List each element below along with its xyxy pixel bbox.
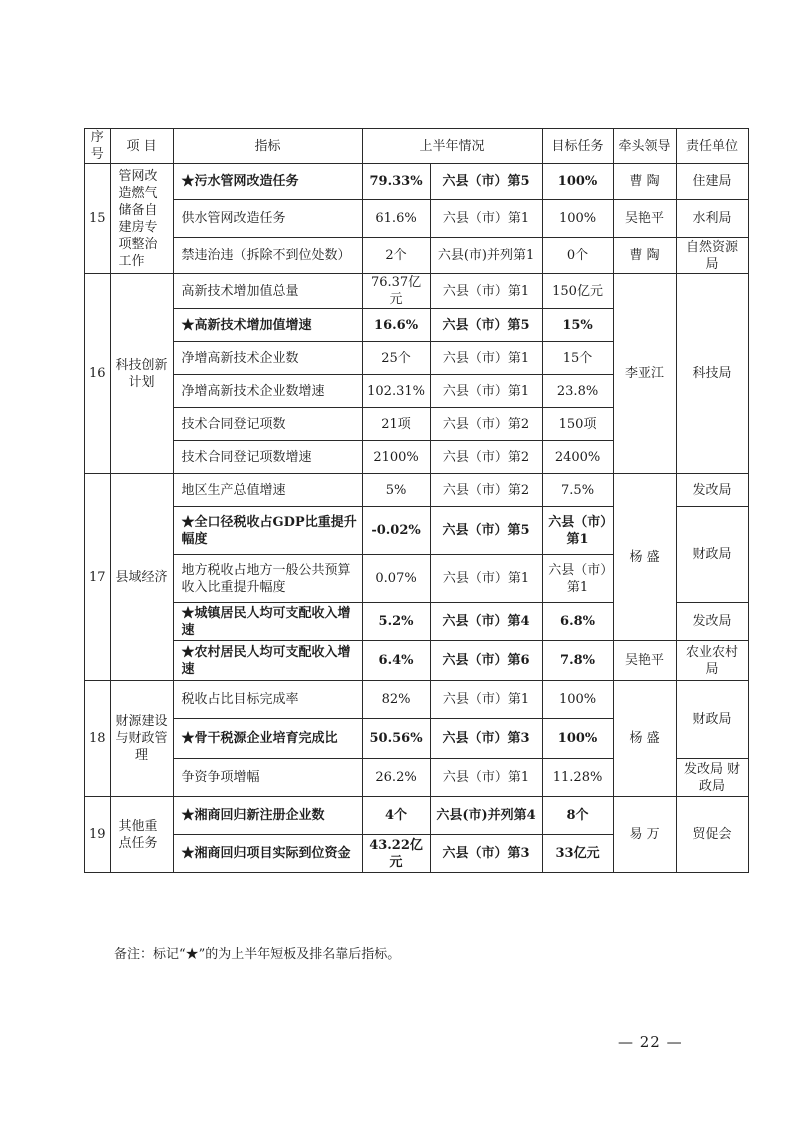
table-cell: 7.5% <box>542 474 613 507</box>
table-cell: 科技创新计划 <box>110 274 173 474</box>
table-cell: ★农村居民人均可支配收入增速 <box>173 641 362 681</box>
table-cell: 100% <box>542 719 613 759</box>
table-cell: 六县（市）第1 <box>430 342 542 375</box>
table-cell: ★湘商回归项目实际到位资金 <box>173 835 362 873</box>
table-cell: 财源建设与财政管理 <box>110 681 173 797</box>
table-row <box>85 797 749 835</box>
table-cell: 六县(市)并列第4 <box>430 797 542 835</box>
header-cell: 目标任务 <box>542 129 613 164</box>
table-cell: 杨 盛 <box>613 681 676 797</box>
table-row <box>85 474 749 507</box>
table-cell: 净增高新技术企业数 <box>173 342 362 375</box>
header-cell: 牵头领导 <box>613 129 676 164</box>
table-cell: 六县（市）第2 <box>430 408 542 441</box>
table-cell: 争资争项增幅 <box>173 759 362 797</box>
table-cell: 税收占比目标完成率 <box>173 681 362 719</box>
table-cell: 六县（市）第2 <box>430 474 542 507</box>
table-cell: 农业农村局 <box>676 641 748 681</box>
table-cell: 50.56% <box>362 719 430 759</box>
table-cell: 21项 <box>362 408 430 441</box>
table-cell: 曹 陶 <box>613 164 676 200</box>
table-cell: 六县（市）第1 <box>430 681 542 719</box>
table-row <box>85 164 749 200</box>
table-cell: 5.2% <box>362 603 430 641</box>
table-row <box>85 274 749 309</box>
table-cell: 0个 <box>542 238 613 274</box>
table-cell: 102.31% <box>362 375 430 408</box>
table-cell: 16.6% <box>362 309 430 342</box>
table-cell: 发改局 <box>676 603 748 641</box>
table-cell: 11.28% <box>542 759 613 797</box>
table-cell: 150项 <box>542 408 613 441</box>
header-cell: 项 目 <box>110 129 173 164</box>
table-cell: 18 <box>85 681 111 797</box>
table-cell: 六县（市）第4 <box>430 603 542 641</box>
table-cell: 43.22亿元 <box>362 835 430 873</box>
table-cell: ★高新技术增加值增速 <box>173 309 362 342</box>
table-cell: 李亚江 <box>613 274 676 474</box>
header-cell: 指标 <box>173 129 362 164</box>
table-cell: 供水管网改造任务 <box>173 200 362 238</box>
table-cell: 2400% <box>542 441 613 474</box>
table-cell: 六县（市）第6 <box>430 641 542 681</box>
table-cell: 地区生产总值增速 <box>173 474 362 507</box>
table-row <box>85 641 749 681</box>
table-cell: 2个 <box>362 238 430 274</box>
table-cell: 净增高新技术企业数增速 <box>173 375 362 408</box>
table-cell: 六县（市）第1 <box>430 200 542 238</box>
table-cell: 100% <box>542 200 613 238</box>
table-cell: 六县（市）第3 <box>430 835 542 873</box>
table-cell: 76.37亿元 <box>362 274 430 309</box>
table-cell: 六县（市）第5 <box>430 309 542 342</box>
table-cell: 六县（市）第1 <box>430 555 542 603</box>
table-cell: 发改局 <box>676 474 748 507</box>
table-cell: 6.4% <box>362 641 430 681</box>
table-cell: 61.6% <box>362 200 430 238</box>
table-cell: ★污水管网改造任务 <box>173 164 362 200</box>
table-cell: 水利局 <box>676 200 748 238</box>
table-cell: 六县（市）第1 <box>430 375 542 408</box>
table-cell: 曹 陶 <box>613 238 676 274</box>
table-cell: 7.8% <box>542 641 613 681</box>
table-cell: 15% <box>542 309 613 342</box>
table-cell: 易 万 <box>613 797 676 873</box>
table-cell: 17 <box>85 474 111 681</box>
table-cell: 4个 <box>362 797 430 835</box>
table-cell: 财政局 <box>676 681 748 759</box>
indicator-table <box>84 128 749 873</box>
table-cell: 管网改造燃气储备自建房专项整治工作 <box>110 164 173 274</box>
table-cell: 82% <box>362 681 430 719</box>
table-cell: 技术合同登记项数 <box>173 408 362 441</box>
table-cell: 5% <box>362 474 430 507</box>
table-cell: 财政局 <box>676 507 748 603</box>
table-cell: 吴艳平 <box>613 200 676 238</box>
table-cell: 六县（市）第2 <box>430 441 542 474</box>
table-header-row <box>85 129 749 164</box>
table-cell: 六县（市）第5 <box>430 164 542 200</box>
table-cell: 33亿元 <box>542 835 613 873</box>
table-cell: 六县（市）第1 <box>542 507 613 555</box>
footnote: 备注：标记“★”的为上半年短板及排名靠后指标。 <box>114 947 401 962</box>
table-cell: 100% <box>542 164 613 200</box>
table-cell: 8个 <box>542 797 613 835</box>
table-cell: ★全口径税收占GDP比重提升幅度 <box>173 507 362 555</box>
table-cell: ★城镇居民人均可支配收入增速 <box>173 603 362 641</box>
table-cell: 六县（市）第3 <box>430 719 542 759</box>
table-cell: 六县(市)并列第1 <box>430 238 542 274</box>
table-cell: 其他重点任务 <box>110 797 173 873</box>
table-cell: 16 <box>85 274 111 474</box>
table-cell: 高新技术增加值总量 <box>173 274 362 309</box>
table-cell: 吴艳平 <box>613 641 676 681</box>
table-row <box>85 200 749 238</box>
table-cell: 15 <box>85 164 111 274</box>
table-cell: 100% <box>542 681 613 719</box>
table-cell: 6.8% <box>542 603 613 641</box>
table-cell: 贸促会 <box>676 797 748 873</box>
table-cell: 23.8% <box>542 375 613 408</box>
table-cell: 0.07% <box>362 555 430 603</box>
table-cell: -0.02% <box>362 507 430 555</box>
table-cell: 禁违治违（拆除不到位处数） <box>173 238 362 274</box>
table-cell: 六县（市）第1 <box>542 555 613 603</box>
table-cell: 150亿元 <box>542 274 613 309</box>
table-cell: 15个 <box>542 342 613 375</box>
header-cell: 责任单位 <box>676 129 748 164</box>
table-cell: 25个 <box>362 342 430 375</box>
header-cell: 上半年情况 <box>362 129 542 164</box>
header-cell: 序号 <box>85 129 111 164</box>
table-cell: ★湘商回归新注册企业数 <box>173 797 362 835</box>
table-cell: 79.33% <box>362 164 430 200</box>
table-cell: 县域经济 <box>110 474 173 681</box>
page-number: — 22 — <box>618 1033 683 1051</box>
table-cell: 住建局 <box>676 164 748 200</box>
table-cell: 六县（市）第1 <box>430 274 542 309</box>
table-row <box>85 238 749 274</box>
table-cell: 六县（市）第5 <box>430 507 542 555</box>
table-row <box>85 681 749 719</box>
table-cell: 杨 盛 <box>613 474 676 641</box>
table-cell: 技术合同登记项数增速 <box>173 441 362 474</box>
table-cell: 自然资源局 <box>676 238 748 274</box>
table-cell: ★骨干税源企业培育完成比 <box>173 719 362 759</box>
table-cell: 26.2% <box>362 759 430 797</box>
table-cell: 19 <box>85 797 111 873</box>
table-cell: 地方税收占地方一般公共预算收入比重提升幅度 <box>173 555 362 603</box>
table-cell: 科技局 <box>676 274 748 474</box>
table-cell: 2100% <box>362 441 430 474</box>
table-cell: 发改局 财政局 <box>676 759 748 797</box>
table-cell: 六县（市）第1 <box>430 759 542 797</box>
